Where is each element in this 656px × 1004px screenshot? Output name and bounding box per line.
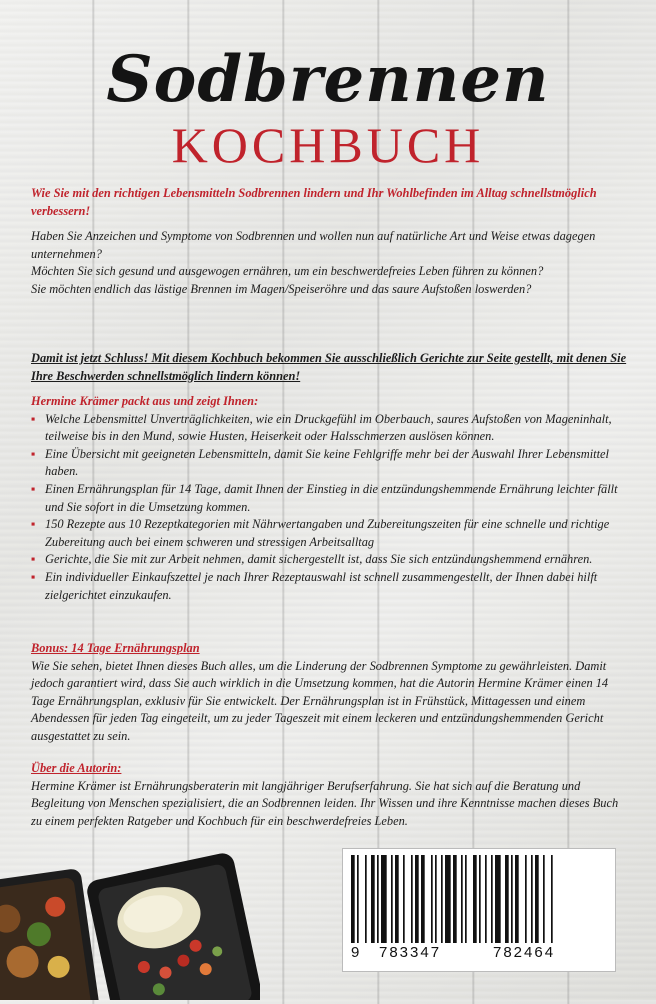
barcode-bar [531,855,533,943]
list-item: ▪ Ein individueller Einkaufszettel je nach Ihrer Rezeptauswahl ist schnell zusammengestellt, der Ihnen dabei hilft zielgerichtet einzukaufen. [31,569,598,602]
barcode-bar [445,855,451,943]
barcode-bar [473,855,477,943]
bullet-icon: ▪ [31,481,36,496]
barcode-bar [365,855,367,943]
list-item: ▪ Eine Übersicht mit geeigneten Lebensmitteln, damit Sie keine Fehlgriffe mehr bei der Auswahl Ihrer Lebensmittel haben. [31,446,610,479]
bonus-text: Wie Sie sehen, bietet Ihnen dieses Buch alles, um die Linderung der Sodbrennen Symptome zu gewährleisten. Damit jedoch garantiert wird, dass Sie auch wirklich in die Umsetzung kommen, hat die Autorin Hermine Krämer einen 14 Tage Ernährungsplan, exklusiv für Sie entwickelt. Der Ernährungsplan ist in Frühstück, Mittagessen und einem Abendessen für jeden Tag eingeteilt, um zu jeder Tageszeit mit einem leckeren und entzündungshemmenden Gericht ausgestattet zu sein. [31,658,609,743]
barcode-bar [403,855,405,943]
barcode-bar [453,855,457,943]
barcode-bar [551,855,553,943]
barcode-bar [441,855,443,943]
bullet-icon: ▪ [31,552,36,567]
bullet-icon: ▪ [31,446,36,461]
barcode-bar [495,855,501,943]
book-title: Sodbrennen [106,42,550,117]
barcode-bars [351,855,607,947]
bullet-icon: ▪ [31,411,36,426]
meal-prep-icon [0,850,260,1000]
barcode-bar [411,855,413,943]
features-heading: Hermine Krämer packt aus und zeigt Ihnen: [31,394,259,408]
author-section [31,760,631,830]
barcode-bar [351,855,355,943]
bullet-icon: ▪ [31,569,36,584]
list-item: ▪ 150 Rezepte aus 10 Rezeptkategorien mit Nährwertangaben und Zubereitungszeiten für eine schnelle und richtige Zubereitung auch bei einem schweren und stressigen Arbeitsalltag [31,517,610,549]
barcode-bar [511,855,513,943]
barcode-bar [479,855,481,943]
barcode-bar [515,855,519,943]
barcode-bar [543,855,545,943]
barcode-bar [485,855,487,943]
barcode-bar [421,855,425,943]
barcode-bar [431,855,433,943]
features-section [31,393,631,604]
food-photo [0,850,260,1000]
author-text: Hermine Krämer ist Ernährungsberaterin mit langjähriger Berufserfahrung. Sie hat sich auf die Beratung und Begleitung von Menschen spezialisiert, die an Sodbrennen leiden. Ihr Wissen und ihre Kenntnisse machen dieses Buch zu einem perfekten Ratgeber und Kochbuch für ein beschwerdefreies Leben. [31,778,619,828]
isbn-barcode [342,848,616,972]
barcode-bar [391,855,393,943]
barcode-bar [377,855,379,943]
bullet-icon: ▪ [31,517,36,532]
barcode-bar [371,855,375,943]
barcode-group-2: 782464 [493,944,556,961]
list-item: ▪ Einen Ernährungsplan für 14 Tage, damit Ihnen der Einstieg in die entzündungshemmende Ernährung leichter fällt und Sie sofort in die Umsetzung kommen. [31,481,618,514]
barcode-group-1: 783347 [379,944,442,961]
barcode-bar [395,855,399,943]
features-list [31,411,631,605]
intro-statement: Damit ist jetzt Schluss! Mit diesem Kochbuch bekommen Sie ausschließlich Gerichte zur Seite gestellt, mit denen Sie Ihre Beschwerden schnellstmöglich lindern können! [31,351,627,383]
book-subtitle: KOCHBUCH [171,117,485,173]
bonus-section [31,640,631,746]
author-heading: Über die Autorin: [31,761,122,775]
barcode-bar [505,855,509,943]
barcode-bar [465,855,467,943]
barcode-bar [491,855,493,943]
barcode-bar [357,855,359,943]
barcode-bar [535,855,539,943]
barcode-first-digit: 9 [351,944,362,961]
tagline: Wie Sie mit den richtigen Lebensmitteln Sodbrennen lindern und Ihr Wohlbefinden im Alltag schnellstmöglich verbessern! [31,186,597,218]
barcode-bar [381,855,387,943]
bonus-heading: Bonus: 14 Tage Ernährungsplan [31,641,200,655]
barcode-bar [525,855,527,943]
list-item: ▪ Gerichte, die Sie mit zur Arbeit nehmen, damit sichergestellt ist, dass Sie sich entzündungshemmend ernähren. [31,551,631,569]
barcode-bar [435,855,437,943]
intro-questions: Haben Sie Anzeichen und Symptome von Sodbrennen und wollen nun auf natürliche Art und Weise etwas dagegen unternehmen? Möchten Sie sich gesund und ausgewogen ernähren, um ein beschwerdefreies Leben führen zu können? Sie möchten endlich das lästige Brennen im Magen/Speiseröhre und das saure Aufstoßen loswerden? [31,229,596,296]
barcode-bar [415,855,419,943]
barcode-bar [461,855,463,943]
list-item: ▪ Welche Lebensmittel Unverträglichkeiten, wie ein Druckgefühl im Oberbauch, saures Aufstoßen von Mageninhalt, teilweise bis in den Mund, sowie Husten, Heiserkeit oder Halsschmerzen auslösen können. [31,411,612,444]
